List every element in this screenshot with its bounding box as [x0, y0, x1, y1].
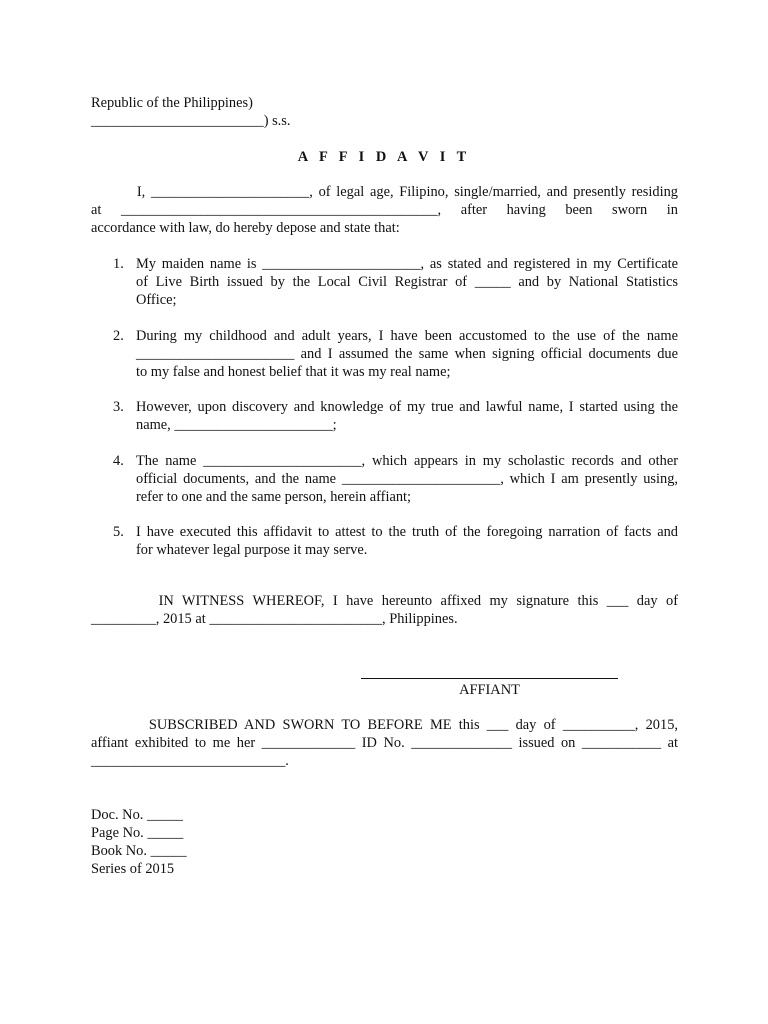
venue-republic: Republic of the Philippines) [91, 95, 253, 111]
item-1-line-2: of Live Birth issued by the Local Civil Registrar of _____ and by National Statistics [136, 274, 678, 290]
book-number: Book No. _____ [91, 843, 187, 859]
intro-line-1: I, ______________________, of legal age, Filipino, single/married, and presently residing [91, 184, 678, 200]
item-2-line-3: to my false and honest belief that it was my real name; [136, 364, 451, 380]
item-4-line-1: The name ______________________, which appears in my scholastic records and other [136, 453, 678, 469]
item-2-line-2: ______________________ and I assumed the same when signing official documents due [136, 346, 678, 362]
item-5-line-2: for whatever legal purpose it may serve. [136, 542, 368, 558]
item-number-1: 1. [113, 256, 124, 272]
item-number-3: 3. [113, 399, 124, 415]
item-number-4: 4. [113, 453, 124, 469]
affiant-label: AFFIANT [459, 682, 520, 698]
document-title: A F F I D A V I T [297, 149, 471, 165]
witness-line-2: _________, 2015 at ________________________, Philippines. [91, 611, 458, 627]
item-4-line-2: official documents, and the name ______________________, which I am presently using, [136, 471, 678, 487]
intro-line-3: accordance with law, do hereby depose and state that: [91, 220, 400, 236]
item-3-line-1: However, upon discovery and knowledge of my true and lawful name, I started using the [136, 399, 678, 415]
jurat-line-1: SUBSCRIBED AND SWORN TO BEFORE ME this ___ day of __________, 2015, [91, 717, 678, 733]
item-1-line-1: My maiden name is ______________________, as stated and registered in my Certificate [136, 256, 678, 272]
item-3-line-2: name, ______________________; [136, 417, 337, 433]
jurat-line-3: ___________________________. [91, 753, 289, 769]
item-4-line-3: refer to one and the same person, herein affiant; [136, 489, 412, 505]
item-1-line-3: Office; [136, 292, 177, 308]
page-number: Page No. _____ [91, 825, 184, 841]
series-year: Series of 2015 [91, 861, 175, 877]
item-number-2: 2. [113, 328, 124, 344]
venue-city-blank: ________________________) s.s. [91, 113, 291, 129]
item-number-5: 5. [113, 524, 124, 540]
signature-line [361, 678, 618, 679]
jurat-line-2: affiant exhibited to me her _____________ ID No. ______________ issued on ___________ at [91, 735, 678, 751]
doc-number: Doc. No. _____ [91, 807, 183, 823]
item-2-line-1: During my childhood and adult years, I have been accustomed to the use of the name [136, 328, 678, 344]
witness-line-1: IN WITNESS WHEREOF, I have hereunto affixed my signature this ___ day of [91, 593, 678, 609]
item-5-line-1: I have executed this affidavit to attest to the truth of the foregoing narration of facts and [136, 524, 678, 540]
intro-line-2: at ____________________________________________, after having been sworn in [91, 202, 678, 218]
